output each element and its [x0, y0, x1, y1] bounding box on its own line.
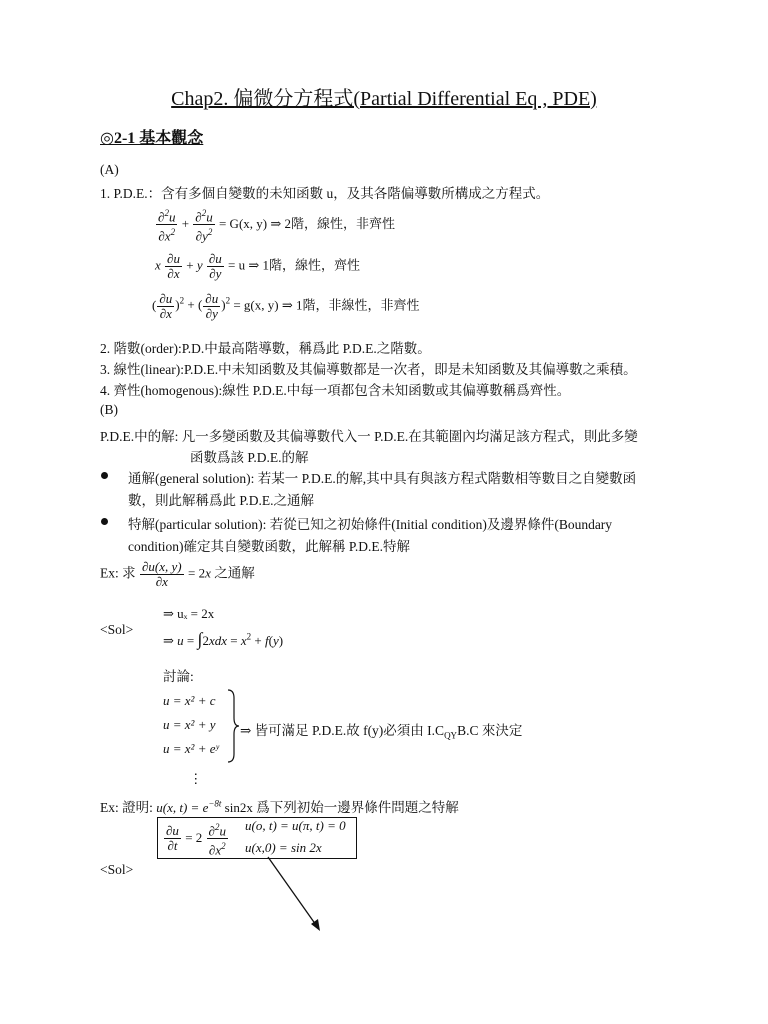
- equation-3: ( $\frac{\partial u}{\partial x}$ )$^2$ + ( $\frac{\partial u}{\partial y}$ )$^2$ = g(x, y) ⇒ 1階，非線性，非齊性: [152, 291, 420, 321]
- equation-1-rhs: = G(x, y) ⇒ 2階，線性，非齊性: [218, 215, 395, 231]
- equation-3-rhs: = g(x, y) ⇒ 1階，非線性，非齊性: [233, 297, 420, 313]
- continuation-dots: ⋮: [189, 771, 203, 786]
- example-2: Ex: 證明: u(x, $t) = e^{-8t}$ sin2x 爲下列初始一邊界條件問題之特解: [100, 798, 459, 815]
- example-1-step-2: ⇒ $u = \int 2xdx = x^2 + f(y)$: [163, 629, 284, 649]
- bullet-icon: [101, 518, 108, 525]
- example-1-step-1: ⇒ uₓ = 2x: [163, 606, 215, 621]
- arrow-icon: [260, 855, 330, 935]
- definition-linear: 3. 線性(linear):P.D.E.中未知函數及其偏導數都是一次者，即是未知函數及其偏導數之乘積。: [100, 362, 637, 377]
- heat-equation: $\frac{\partial u}{\partial t}$ = 2 $\frac{\partial^2u}{\partial x^2}$: [166, 822, 226, 858]
- example-1: Ex: 求 $\frac{\partial u(x, y)}{\partial x}$ = 2x 之通解: [100, 559, 255, 589]
- general-solution-line2: 數，則此解稱爲此 P.D.E.之通解: [128, 493, 315, 508]
- section-heading: ◎2-1 基本觀念: [100, 130, 204, 147]
- definition-homogenous: 4. 齊性(homogenous):線性 P.D.E.中每一項都包含未知函數或其偏導數稱爲齊性。: [100, 383, 571, 398]
- bullet-icon: [101, 472, 108, 479]
- part-a-label: (A): [100, 162, 119, 177]
- particular-solution-line1: 特解(particular solution): 若從已知之初始條件(Initial condition)及邊界條件(Boundary: [128, 517, 613, 532]
- solution-label-2: <Sol>: [100, 862, 134, 877]
- cases-conclusion: ⇒ 皆可滿足 P.D.E.故 f(y)必須由 $I.C_{QY}B.C$ 來決定: [240, 723, 523, 741]
- part-b-label: (B): [100, 402, 118, 417]
- solution-definition-line2: 函數爲該 P.D.E.的解: [190, 450, 309, 465]
- solution-label-1: <Sol>: [100, 622, 134, 637]
- boundary-condition: u(o, t) = u(π, t) = 0: [245, 818, 346, 833]
- case-3: u = x² + eʸ: [163, 741, 219, 756]
- example-2-description: 爲下列初始一邊界條件問題之特解: [256, 800, 459, 815]
- definition-order: 2. 階數(order):P.D.中最高階導數，稱爲此 P.D.E.之階數。: [100, 341, 431, 356]
- solution-definition-line1: P.D.E.中的解: 凡一多變函數及其偏導數代入一 P.D.E.在其範圍內均滿足該方程式，則此多變: [100, 429, 638, 444]
- particular-solution-line2: condition)確定其自變數函數，此解稱 P.D.E.特解: [128, 539, 410, 554]
- example-1-prefix: Ex: 求: [100, 565, 136, 581]
- case-1: u = x² + c: [163, 693, 216, 708]
- case-2: u = x² + y: [163, 717, 216, 732]
- general-solution-line1: 通解(general solution): 若某一 P.D.E.的解,其中具有與該方程式階數相等數目之自變數函: [128, 471, 637, 486]
- discussion-label: 討論:: [163, 669, 194, 684]
- equation-1: $\frac{\partial^2u}{\partial x^2}$ + $\frac{\partial^2u}{\partial y^2}$ = G(x, y) ⇒ 2階，線性，非齊性: [158, 208, 395, 244]
- equation-2-rhs: = u ⇒ 1階，線性，齊性: [228, 257, 361, 273]
- example-1-suffix: 之通解: [214, 565, 255, 581]
- example-2-prefix: Ex: 證明:: [100, 800, 153, 815]
- definition-pde: 1. P.D.E.：含有多個自變數的未知函數 u，及其各階偏導數所構成之方程式。: [100, 186, 550, 201]
- right-brace-icon: [226, 688, 240, 764]
- page-title: Chap2. 偏微分方程式(Partial Differential Eq , PDE): [171, 88, 597, 110]
- equation-2: x $\frac{\partial u}{\partial x}$ + y $\frac{\partial u}{\partial y}$ = u ⇒ 1階，線性，齊性: [155, 251, 361, 281]
- initial-condition: u(x,0) = sin 2x: [245, 840, 322, 855]
